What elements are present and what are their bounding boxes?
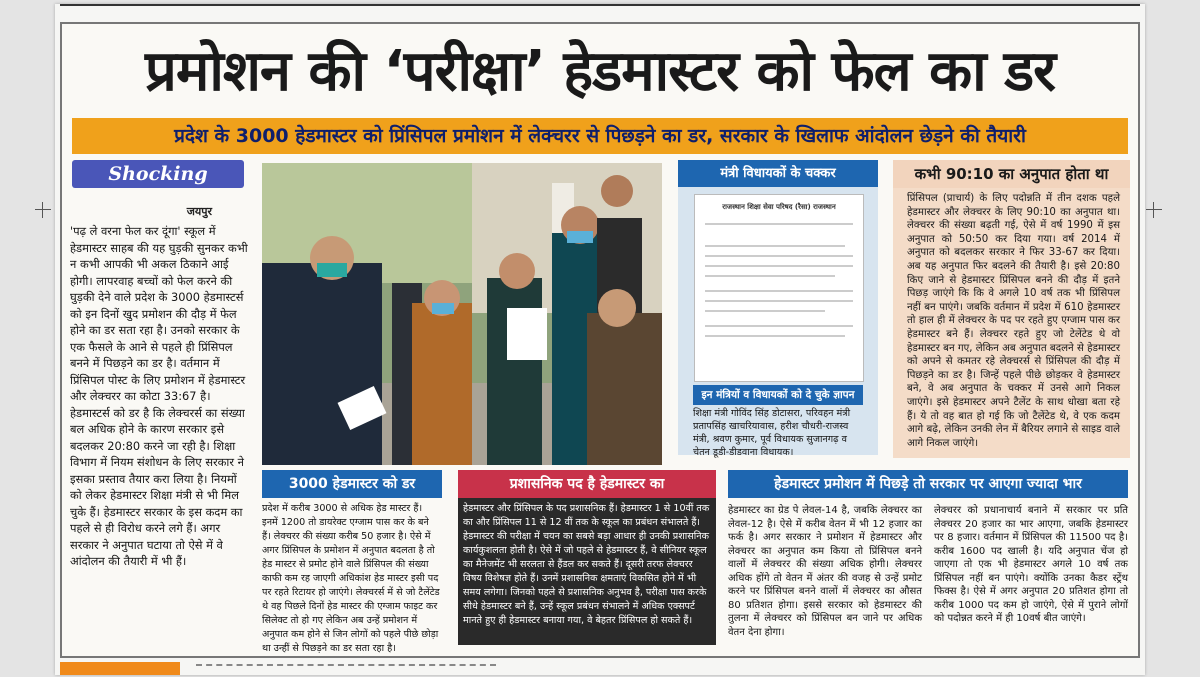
box-burden-col-b: लेक्चरर को प्रधानाचार्य बनाने में सरकार पर प्रति लेक्चरर 20 हजार का भार आएगा, जबकि हेडमास्टर पर 8 हजार। वर्तमान में प्रिंसिपल की 11500 पद है। करीब 1600 पद खाली है। यदि अनुपात चेंज हो जाएगा तो एक भी हेडमास्टर अगले 10 वर्ष तक प्रिंसिपल नहीं बन पाएंगे। क्योंकि उनका कैडर स्ट्रेंथ फिक्स है। ऐसे में अगर अनुपात 20 प्रतिशत होगा तो करीब 1000 पद कम हो जाएंगे, ऐसे में पुराने लोगों को पदोन्नत करने में ही 10वर्ष बीत जाएंगे। (934, 505, 1128, 624)
box-burden-title: हेडमास्टर प्रमोशन में पिछड़े तो सरकार पर आएगा ज्यादा भार (728, 470, 1128, 498)
shocking-tag: Shocking (72, 160, 244, 188)
sidebar-ministers-body: शिक्षा मंत्री गोविंद सिंह डोटासरा, परिवहन मंत्री प्रतापसिंह खाचरियावास, हरीश चौधरी-राजस्व मंत्री, श्रवण कुमार, पूर्व विधायक सुजानगढ़ व चेतन डूडी-डीडवाना विधायक। (693, 408, 851, 458)
box-3000-headmasters (262, 470, 442, 654)
sidebar-ministers-title: मंत्री विधायकों के चक्कर (678, 160, 878, 187)
sidebar-ministers (678, 160, 878, 458)
letter-heading: राजस्थान शिक्षा सेवा परिषद (रैसा) राजस्थान (722, 203, 836, 211)
deck-banner: प्रदेश के 3000 हेडमास्टर को प्रिंसिपल प्रमोशन में लेक्चरर से पिछड़ने का डर, सरकार के खिलाफ आंदोलन छेड़ने की तैयारी (72, 118, 1128, 154)
box-government-burden (728, 470, 1128, 645)
sidebar-ratio-history (893, 160, 1130, 458)
crop-mark-icon (35, 202, 51, 218)
box-3000-body: प्रदेश में करीब 3000 से अधिक हेड मास्टर हैं। इनमें 1200 तो डायरेक्ट एग्जाम पास कर के बने हैं। लेक्चरर की संख्या करीब 50 हजार है। ऐसे में अगर प्रिंसिपल के प्रमोशन में अनुपात बदलता है तो हेड मास्टर से प्रमोट होने वाले प्रिंसिपल की संख्या काफी कम रह जाएगी अधिकांश हेड मास्टर इसी पद पर रहते रिटायर हो जाएंगे। लेक्चरर्स में से जो टैलेंटेड थे वह पिछले दिनों हेड मास्टर की एग्जाम फाइट कर सिलेक्ट तो हो गए लेकिन अब उन्हें प्रमोशन में अनुपात कम होने से जिन लोगों को पहले पीछे छोड़ा था उन्हीं से पिछड़ने का डर सता रहा है। (262, 503, 440, 654)
box-admin-body: हेडमास्टर और प्रिंसिपल के पद प्रशासनिक हैं। हेडमास्टर 1 से 10वीं तक का और प्रिंसिपल 11 से 12 वीं तक के स्कूल का प्रबंधन संभालते हैं। हेडमास्टर की परीक्षा में चयन का सबसे बड़ा आधार ही उनकी प्रशासनिक कार्यकुशलता होती है। ऐसे में जो पहले से हेडमास्टर हैं, वे सीनियर स्कूल का मैनेजमेंट भी सरलता से हैंडल कर सकते हैं। दूसरी तरफ लेक्चरर विषय विशेषज्ञ होते हैं। उनमें प्रशासनिक क्षमताएं विकसित होने में भी समय लगेगा। जिनको पहले से प्रशासनिक अनुभव है, परीक्षा पास करके सीधे हेडमास्टर बने हैं, उन्हें स्कूल प्रबंधन संभालने में अधिक एक्सपर्ट मानते हुए ही हेडमास्टर बनाया गया, वे बेहतर प्रिंसिपल हो सकते हैं। (463, 503, 710, 626)
sidebar-ratio-title: कभी 90:10 का अनुपात होता था (893, 160, 1130, 188)
box-administrative-post (458, 470, 716, 645)
memorandum-letter (694, 194, 864, 382)
news-photo-illustration (262, 163, 662, 465)
news-photo (262, 163, 662, 465)
letter-text-lines (695, 216, 863, 366)
next-article-divider (196, 664, 496, 677)
sidebar-ministers-caption: इन मंत्रियों व विधायकों को दे चुके ज्ञापन (693, 385, 863, 405)
lead-column (70, 160, 252, 645)
next-article-strip (60, 662, 180, 675)
headline: प्रमोशन की ‘परीक्षा’ हेडमास्टर को फेल का डर (144, 39, 1056, 104)
sidebar-ratio-body: प्रिंसिपल (प्राचार्य) के लिए पदोन्नति में तीन दशक पहले हेडमास्टर और लेक्चरर के लिए 90:10 का अनुपात था। लेक्चरर की संख्या बढ़ती गई, ऐसे में वर्ष 1990 में इस अनुपात को 50:50 कर दिया गया। वर्ष 2014 में अनुपात को बदलकर सरकार ने फिर 33-67 कर दिया। अब यह अनुपात फिर बदलने की तैयारी है। इसे 20:80 किए जाने से हेडमास्टर प्रिंसिपल बनने की दौड़ में इतने पिछड़ जाएंगे कि कि वे अगले 10 वर्ष तक भी प्रिंसिपल नहीं बन पाएंगे। जबकि वर्तमान में प्रदेश में 610 हेडमास्टर तो हाल ही में लेक्चरर के पद पर रहते हुए एग्जाम पास कर हेडमास्टर बने हैं। लेक्चरर रहते हुए जो टेलेंटेड थे वो हेडमास्टर बन गए, लेकिन अब अनुपात बदलने से हेडमास्टर को अपने से कमतर रहे लेक्चरर्स से प्रिंसिपल की दौड़ में पिछड़ने का डर है। जिन्हें पहले पीछे छोड़कर वे हेडमास्टर बने, वे अब अनुपात के चक्कर में उनसे आगे निकल जाएंगे। इसे हेडमास्टर अपने टैलेंट के साथ धोखा बता रहे हैं। ये तो वह बात हो गई कि जो टैलेंटेड थे, वे एक कदम आगे बढ़े, लेकिन उनकी लेन में बैरियर लगाने से साइड वाले आगे निकल जाएंगे। (907, 193, 1120, 449)
dateline: जयपुर (186, 205, 212, 218)
top-rule (60, 4, 1140, 6)
lead-body: 'पढ़ ले वरना फेल कर दूंगा' स्कूल में हेडमास्टर साहब की यह घुड़की सुनकर कभी न कभी आपकी भी अकल ठिकाने आई होगी। लापरवाह बच्चों को फेल करने की घुड़की देने वाले प्रदेश के 3000 हेडमास्टर्स को इन दिनों खुद प्रमोशन की दौड़ में फेल होने का डर सता रहा है। उनको सरकार के एक फैसले के आने से पहले ही प्रिंसिपल बनने में पिछड़ने का डर है। वर्तमान में प्रिंसिपल पोस्ट के लिए प्रमोशन में हेडमास्टर और लेक्चरर का कोटा 33:67 है। हेडमास्टर्स को डर है कि लेक्चरर्स का संख्या बल अधिक होने के कारण सरकार इसे बदलकर 20:80 करने जा रही है। शिक्षा विभाग में नियम संशोधन के लिए सरकार ने इसका प्रस्ताव तैयार करा लिया है। नियमों को लेकर हेडमास्टर शिक्षा मंत्री से भी मिल चुके हैं। हेडमास्टर सरकार के इस कदम का पहले से ही विरोध करने लगे हैं। अगर सरकार ने अनुपात घटाया तो ऐसे में वे आंदोलन की तैयारी में भी हैं। (70, 224, 248, 568)
box-burden-col-a: हेडमास्टर का ग्रेड पे लेवल-14 है, जबकि लेक्चरर का लेवल-12 है। ऐसे में करीब वेतन में भी 12 हजार का फर्क है। अगर सरकार ने प्रमोशन में हेडमास्टर और लेक्चरर का अनुपात कम किया तो प्रिंसिपल बनने वालों में लेक्चरर की संख्या अधिक होगी। लेक्चरर अधिक होंगे तो वेतन में अंतर की वजह से उन्हें प्रमोट करने पर प्रिंसिपल बनने वालों में लेक्चरर का औसत 80 प्रतिशत होगा। इससे सरकार को हेडमास्टर की तुलना में लेक्चरर को प्रिंसिपल बन जाने पर अधिक वेतन देना होगा। (728, 505, 922, 638)
box-3000-title: 3000 हेडमास्टर को डर (262, 470, 442, 498)
box-admin-title: प्रशासनिक पद है हेडमास्टर का (458, 470, 716, 498)
crop-mark-icon (1146, 202, 1162, 218)
